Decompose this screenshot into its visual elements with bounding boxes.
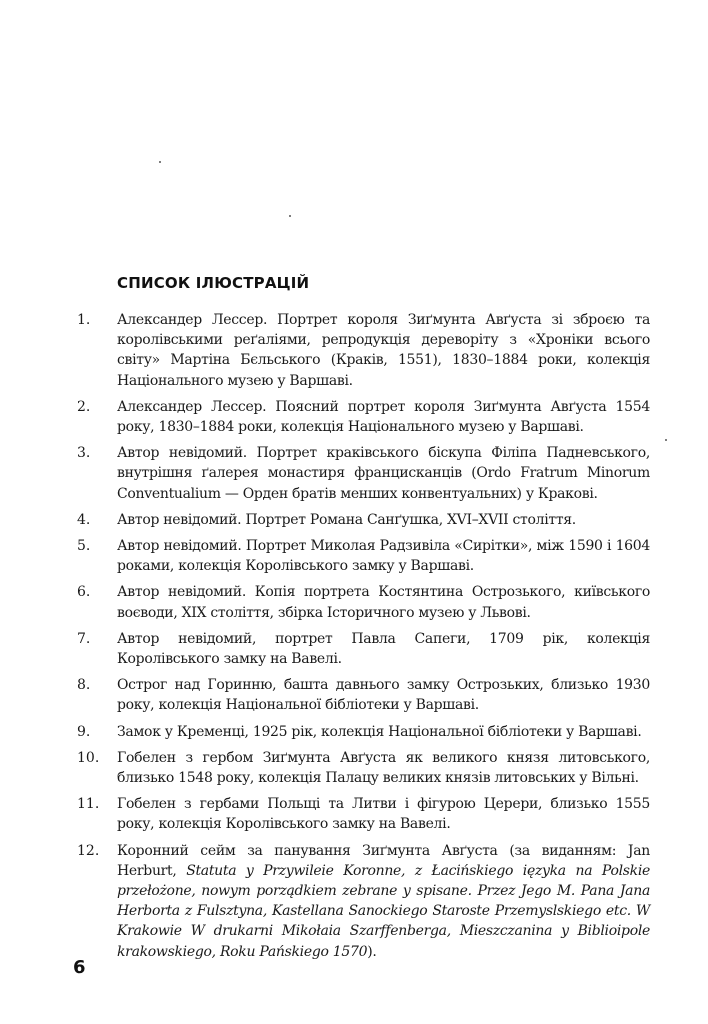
item-number: 6. (77, 584, 91, 601)
item-text: Гобелен з гербом Зиґмунта Авґуста як великого князя литовського, близько 1548 року, колекція Палацу великих князів литовських у Вільні. (117, 749, 650, 787)
item-text: Автор невідомий, портрет Павла Сапеги, 1709 рік, колекція Королівського замку на Вавелі. (117, 630, 650, 668)
item-text: Александер Лессер. Портрет короля Зиґмунта Авґуста зі зброєю та королівськими реґаліями, репродукція дереворіту з «Хроніки всього світу» Мартіна Бєльського (Краків, 1551), 1830–1884 роки, колекція Національного музею у Варшаві. (117, 312, 650, 389)
item-text: Автор невідомий. Портрет Романа Санґушка, XVI–XVII століття. (117, 511, 576, 528)
dust-speck (159, 161, 161, 163)
item-number: 3. (77, 445, 91, 462)
list-item (0, 536, 708, 576)
item-number: 11. (77, 796, 100, 813)
item-number: 2. (77, 398, 91, 415)
item-number: 1. (77, 312, 91, 328)
page-heading: СПИСОК ІЛЮСТРАЦІЙ (117, 274, 310, 292)
illustration-list (0, 310, 708, 968)
item-text (117, 841, 650, 962)
list-item (0, 722, 708, 742)
item-text: Автор невідомий. Портрет Миколая Радзивіла «Сирітки», між 1590 і 1604 роками, колекція Королівського замку у Варшаві. (117, 538, 650, 575)
list-item (0, 510, 708, 530)
page-number: 6 (73, 957, 86, 978)
item-text: Замок у Кременці, 1925 рік, колекція Національної бібліотеки у Варшаві. (117, 723, 642, 740)
item-text-end: ). (367, 943, 377, 960)
item-number: 10. (77, 749, 100, 766)
item-text: Александер Лессер. Поясний портрет короля Зиґмунта Авґуста 1554 року, 1830–1884 роки, колекція Національного музею у Варшаві. (117, 398, 650, 436)
item-number: 5. (77, 538, 91, 555)
list-item (0, 310, 708, 391)
list-item (0, 397, 708, 437)
dust-speck (289, 215, 291, 217)
list-item (0, 841, 708, 962)
item-text: Гобелен з гербами Польщі та Литви і фігурою Церери, близько 1555 року, колекція Королівського замку на Вавелі. (117, 796, 650, 833)
list-item (0, 443, 708, 504)
list-item (0, 675, 708, 715)
list-item (0, 629, 708, 669)
item-text: Автор невідомий. Портрет краківського біскупа Філіпа Падневського, внутрішня ґалерея монастиря францисканців (Ordo Fratrum Minorum Conventualium — Орден братів менших конвентуальних) у Кракові. (117, 445, 650, 502)
item-text: Автор невідомий. Копія портрета Костянтина Острозького, київського воєводи, XIX століття, збірка Історичного музею у Львові. (117, 584, 650, 621)
item-number: 9. (77, 723, 91, 740)
item-number: 4. (77, 511, 91, 528)
item-text: Острог над Горинню, башта давнього замку Острозьких, близько 1930 року, колекція Національної бібліотеки у Варшаві. (117, 677, 650, 714)
item-number: 7. (77, 630, 91, 647)
item-text-plain: Коронний сейм за панування Зиґмунта Авґуста (за виданням: Jan Herburt, (117, 842, 650, 879)
list-item (0, 748, 708, 788)
item-text-italic-title: Statuta y Przywileie Koronne, z Łacińskiego ięzyka na Polskie przełożone, nowym porządkiem zebrane y spisane. Przez Jego M. Pana Jana Herborta z Fulsztyna, Kastellana Sanockiego Staroste Przemyslskiego etc. W Krakowie W drukarni Mikołaia Szarffenberga, Mieszczanina y Biblioipole krakowskiego, Roku Pańskiego 1570 (117, 862, 650, 960)
list-item (0, 582, 708, 622)
item-number: 8. (77, 677, 91, 694)
item-number: 12. (77, 842, 100, 859)
list-item (0, 794, 708, 834)
